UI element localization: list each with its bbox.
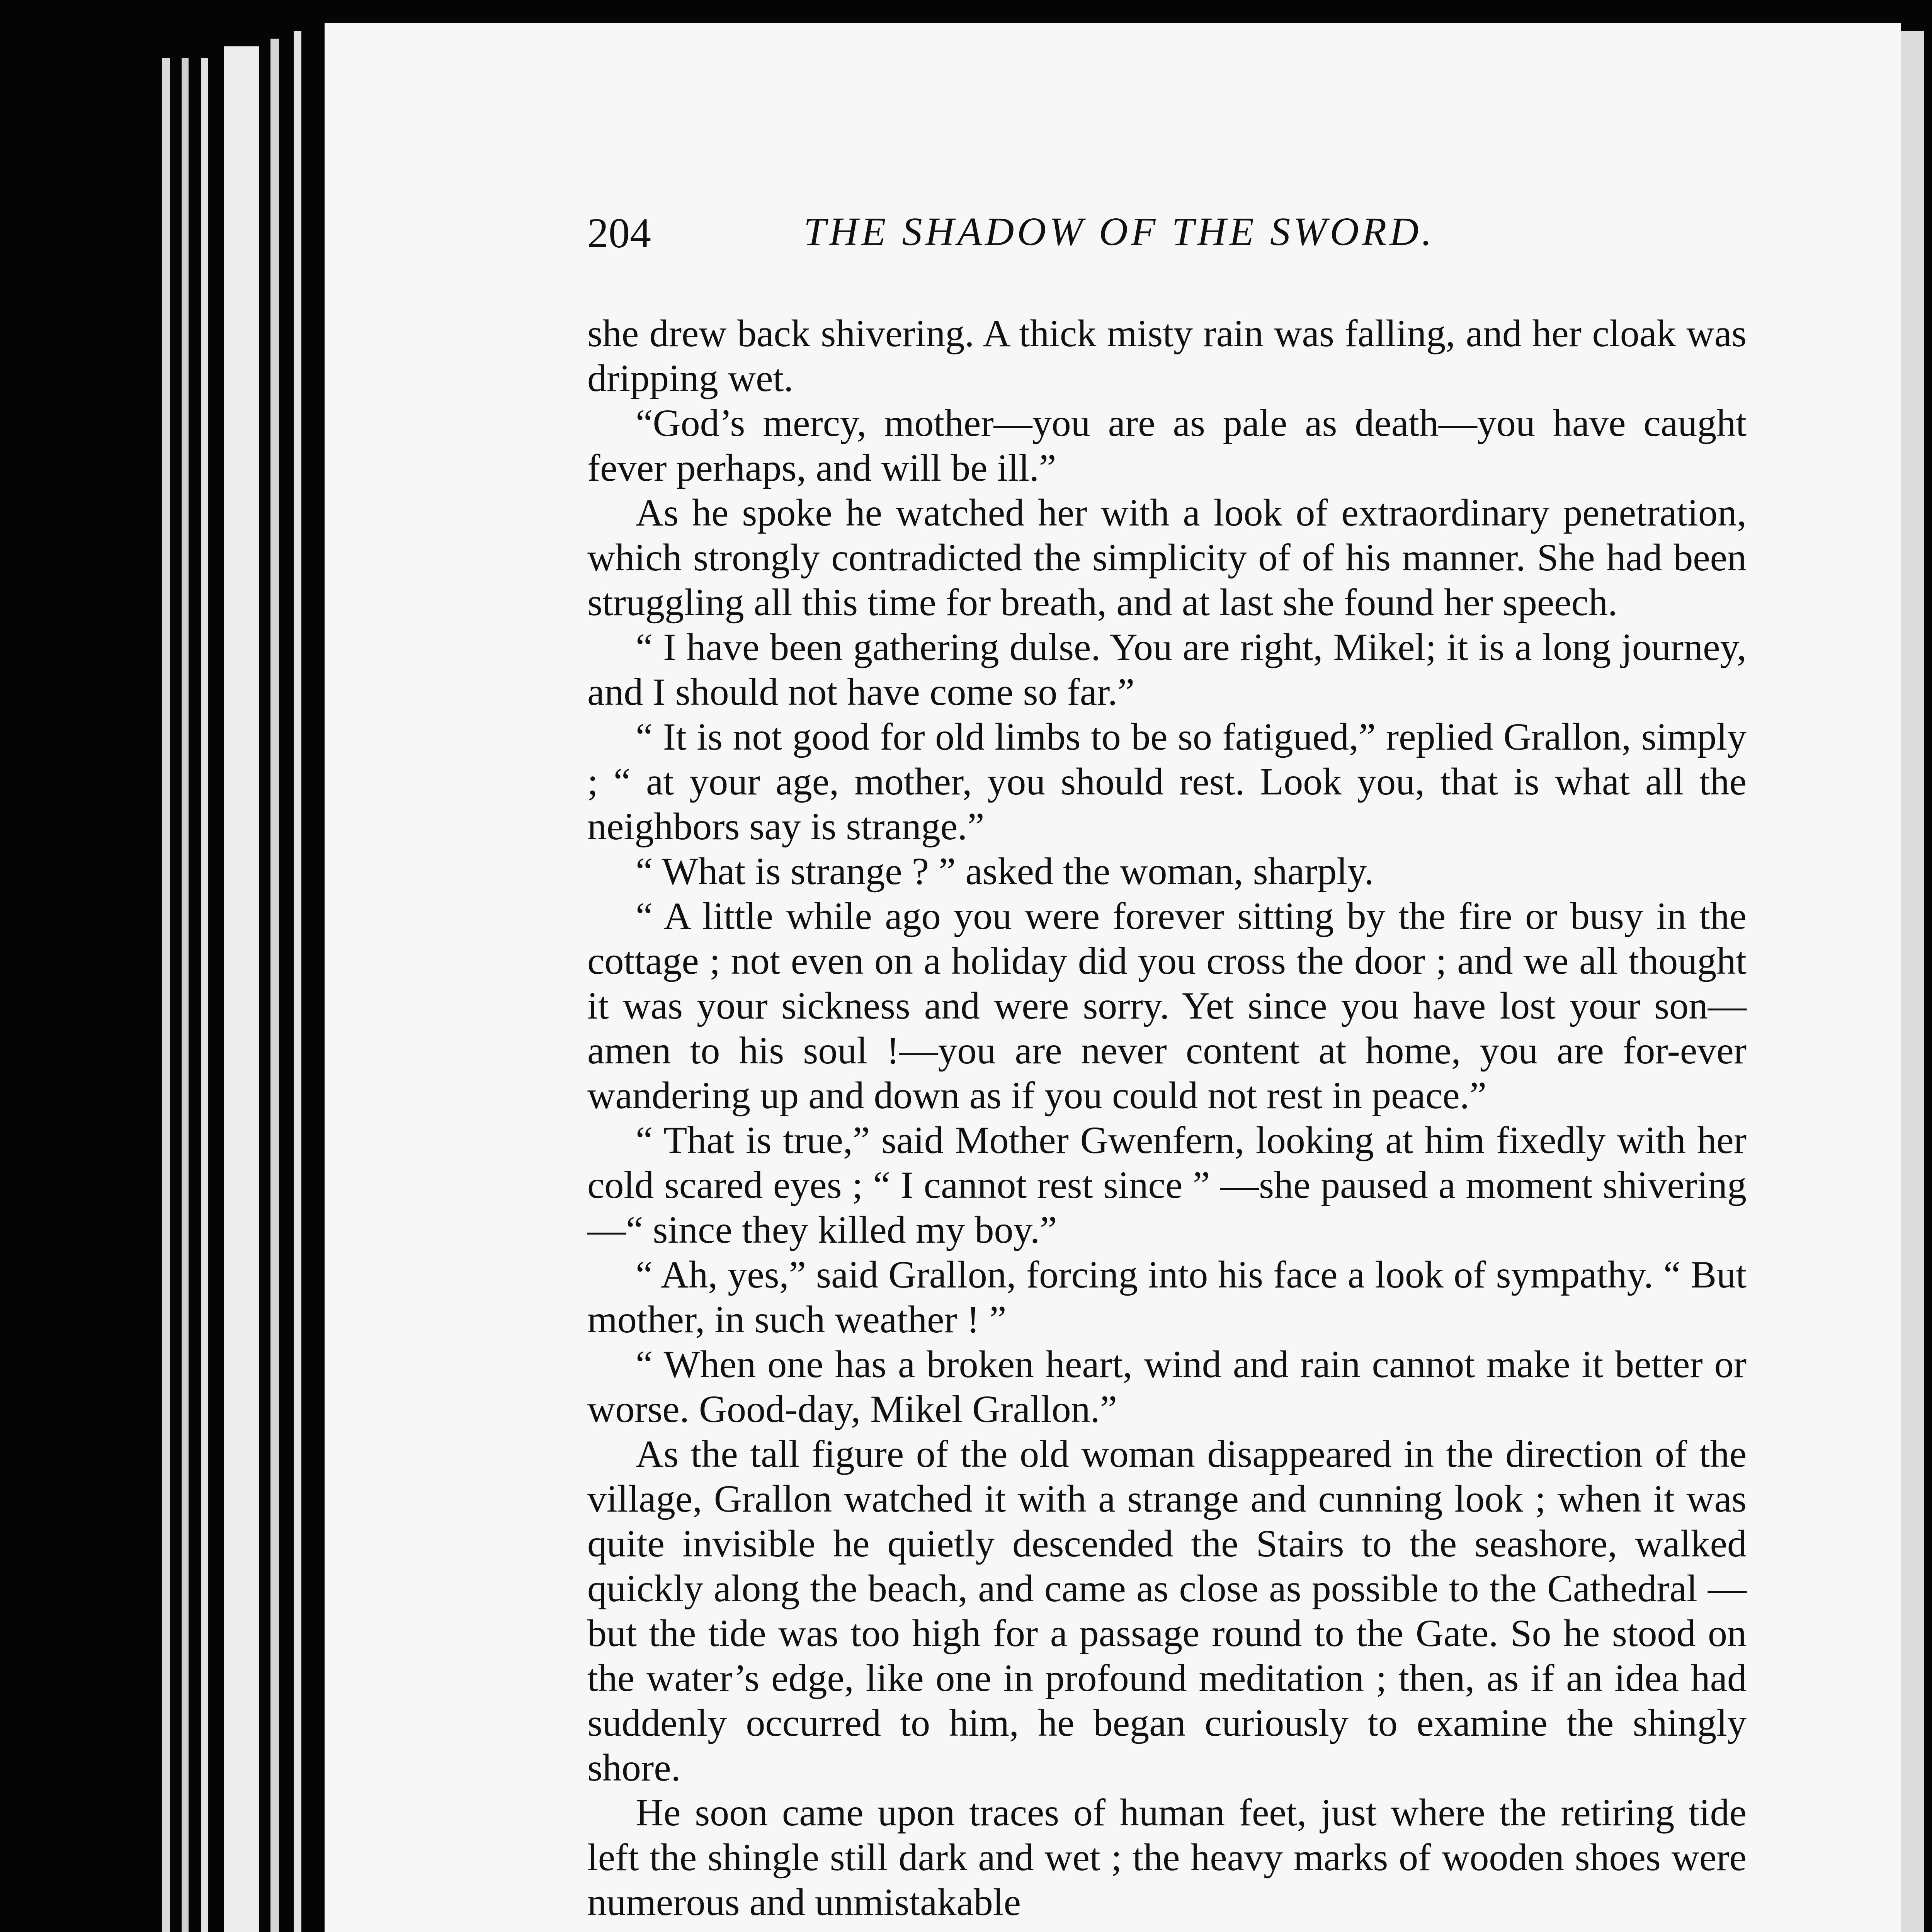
paragraph: “ What is strange ? ” asked the woman, sharply. <box>636 850 1374 893</box>
book-page <box>325 23 1901 1932</box>
paragraph: “ I have been gathering dulse. You are right, Mikel; it is a long journey, and I should not have come so far.” <box>587 626 1747 713</box>
page-edge <box>162 58 170 1932</box>
paragraph: “ That is true,” said Mother Gwenfern, looking at him fixedly with her cold scared eyes ; “ I cannot rest since ” —she paused a moment shivering—“ since they killed my boy.” <box>587 1119 1747 1251</box>
page-number: 204 <box>587 209 651 257</box>
paragraph: “God’s mercy, mother—you are as pale as death—you have caught fever perhaps, and will be ill.” <box>587 401 1747 489</box>
paragraph: “ A little while ago you were forever sitting by the fire or busy in the cottage ; not even on a holiday did you cross the door ; and we all thought it was your sickness and were sorry. Yet since you have lost your son—amen to his soul !—you are never content at home, you are for-ever wandering up and down as if you could not rest in peace.” <box>587 895 1747 1117</box>
paragraph: As he spoke he watched her with a look of extraordinary penetration, which strongly contradicted the simplicity of of his manner. She had been struggling all this time for breath, and at last she found her speech. <box>587 491 1747 624</box>
page-header <box>587 209 1886 270</box>
paragraph: “ Ah, yes,” said Grallon, forcing into his face a look of sympathy. “ But mother, in such weather ! ” <box>587 1253 1747 1341</box>
page-edge <box>294 31 301 1932</box>
paragraph: “ When one has a broken heart, wind and rain cannot make it better or worse. Good-day, Mikel Grallon.” <box>587 1343 1747 1430</box>
paragraph: she drew back shivering. A thick misty rain was falling, and her cloak was dripping wet. <box>587 312 1747 400</box>
paragraph: As the tall figure of the old woman disappeared in the direction of the village, Grallon watched it with a strange and cunning look ; when it was quite invisible he quietly descended the Stairs to the seashore, walked quickly along the beach, and came as close as possible to the Cathedral —but the tide was too high for a passage round to the Gate. So he stood on the water’s edge, like one in profound meditation ; then, as if an idea had suddenly occurred to him, he began curiously to examine the shingly shore. <box>587 1432 1747 1789</box>
running-title: THE SHADOW OF THE SWORD. <box>804 209 1435 254</box>
paragraph: He soon came upon traces of human feet, just where the retiring tide left the shingle still dark and wet ; the heavy marks of wooden shoes were numerous and unmistakable <box>587 1791 1747 1923</box>
page-edge <box>270 39 279 1932</box>
page-edge <box>182 58 189 1932</box>
page-edge <box>201 58 208 1932</box>
page-edge <box>224 46 259 1932</box>
paragraph: “ It is not good for old limbs to be so fatigued,” replied Grallon, simply ; “ at your age, mother, you should rest. Look you, that is what all the neighbors say is strange.” <box>587 715 1747 848</box>
body-text <box>587 311 1747 1925</box>
